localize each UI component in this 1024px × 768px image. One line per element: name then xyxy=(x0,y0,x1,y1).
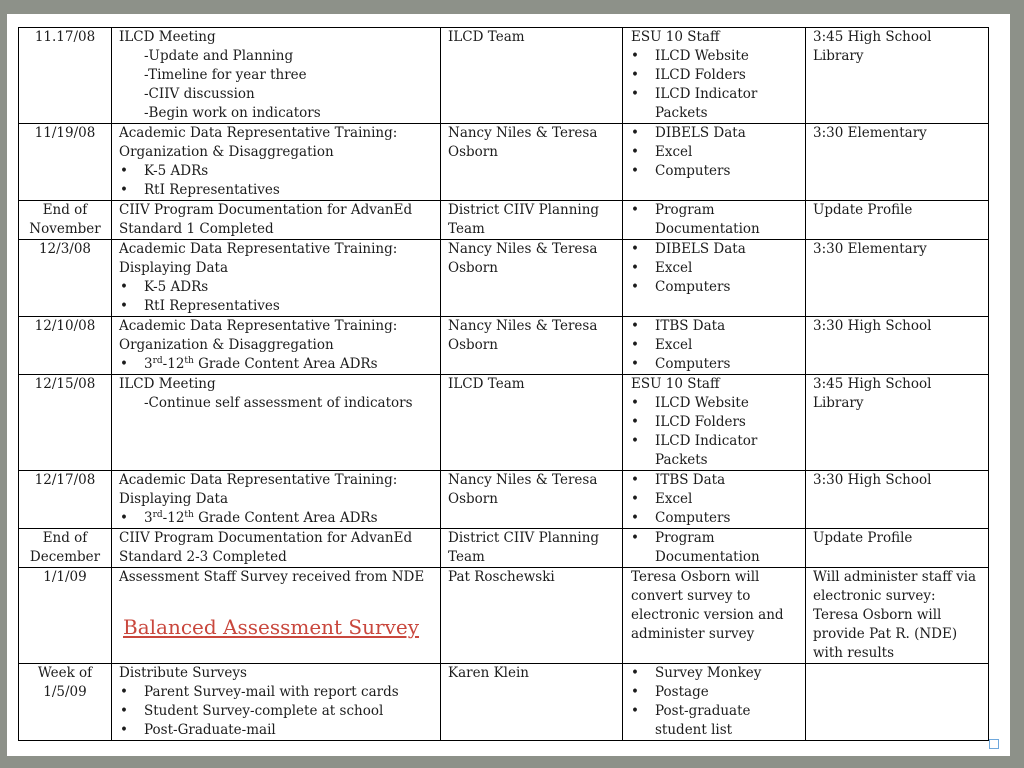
table-row xyxy=(19,529,989,568)
cell-text-line: Osborn xyxy=(448,260,498,276)
sub-item: -CIIV discussion xyxy=(144,86,255,102)
date-cell xyxy=(19,568,112,664)
activity-cell xyxy=(112,240,441,317)
cell-text-line: Displaying Data xyxy=(119,260,228,276)
cell-text-line: Nancy Niles & Teresa xyxy=(448,125,598,141)
bullet-text-line: • DIBELS Data xyxy=(655,241,746,257)
table-row xyxy=(19,317,989,375)
cell-text-line: Team xyxy=(448,549,485,565)
survey-link[interactable]: Balanced Assessment Survey xyxy=(123,615,420,639)
cell-text-line: Assessment Staff Survey received from NDE xyxy=(119,569,425,585)
time-location-cell xyxy=(806,375,989,471)
table-row xyxy=(19,28,989,124)
cell-text-line: ILCD Team xyxy=(448,29,525,45)
bullet-item xyxy=(119,355,436,374)
bullet-item xyxy=(631,355,801,374)
table-row xyxy=(19,124,989,201)
resources-cell xyxy=(623,529,806,568)
bullet-text-line: • ILCD Folders xyxy=(655,414,746,430)
bullet-item xyxy=(119,683,436,702)
cell-text-line: Pat Roschewski xyxy=(448,569,555,585)
cell-text-line: December xyxy=(29,549,101,565)
bullet-item xyxy=(631,317,801,336)
bullet-text-line: • Excel xyxy=(655,491,693,507)
resources-cell xyxy=(623,124,806,201)
cell-text-line: 12/10/08 xyxy=(34,318,96,334)
time-location-cell xyxy=(806,529,989,568)
cell-text-line: ILCD Meeting xyxy=(119,376,216,392)
bullet-text-line: • ILCD Indicator xyxy=(655,86,758,102)
responsible-cell xyxy=(441,317,623,375)
bullet-item xyxy=(631,240,801,259)
cell-text-line: ESU 10 Staff xyxy=(631,376,720,392)
cell-text-line: 1/1/09 xyxy=(43,569,87,585)
bullet-text-line: • Excel xyxy=(655,144,693,160)
cell-text-line: ILCD Team xyxy=(448,376,525,392)
bullet-item xyxy=(631,529,801,567)
resources-cell xyxy=(623,471,806,529)
cell-text-line: District CIIV Planning xyxy=(448,202,600,218)
bullet-item xyxy=(631,201,801,239)
activity-cell xyxy=(112,568,441,664)
date-cell xyxy=(19,664,112,741)
date-cell xyxy=(19,317,112,375)
bullet-text-line: • Program xyxy=(655,202,715,218)
bullet-item xyxy=(631,490,801,509)
bullet-item xyxy=(119,278,436,297)
bullet-item xyxy=(631,124,801,143)
activity-cell xyxy=(112,664,441,741)
cell-text-line: End of xyxy=(42,530,88,546)
bullet-text-line: • Student Survey-complete at school xyxy=(144,703,384,719)
activity-cell xyxy=(112,201,441,240)
cell-text-line: electronic survey: xyxy=(813,588,936,604)
bullet-text-line: • Excel xyxy=(655,260,693,276)
date-cell xyxy=(19,28,112,124)
bullet-text-line: • Computers xyxy=(655,279,731,295)
bullet-text-line: student list xyxy=(655,722,733,738)
cell-text-line: 3:30 High School xyxy=(813,318,932,334)
resources-cell xyxy=(623,28,806,124)
cell-text-line: 11/19/08 xyxy=(34,125,96,141)
responsible-cell xyxy=(441,240,623,317)
bullet-text-line: • Survey Monkey xyxy=(655,665,762,681)
resources-cell xyxy=(623,568,806,664)
date-cell xyxy=(19,471,112,529)
cell-text-line: Academic Data Representative Training: xyxy=(119,318,398,334)
bullet-text-line: • ILCD Folders xyxy=(655,67,746,83)
cell-text-line: Karen Klein xyxy=(448,665,529,681)
bullet-item xyxy=(631,471,801,490)
cell-text-line: Standard 2-3 Completed xyxy=(119,549,287,565)
bullet-item xyxy=(119,702,436,721)
activity-cell xyxy=(112,28,441,124)
superscript: rd xyxy=(152,356,163,366)
cell-text-line: 12/15/08 xyxy=(34,376,96,392)
table-row xyxy=(19,471,989,529)
date-cell xyxy=(19,124,112,201)
bullet-item xyxy=(119,162,436,181)
resources-cell xyxy=(623,240,806,317)
date-cell xyxy=(19,201,112,240)
text-run: 3 xyxy=(144,356,153,372)
resources-cell xyxy=(623,664,806,741)
bullet-text-line: • ILCD Website xyxy=(655,48,749,64)
cell-text-line: Teresa Osborn will xyxy=(813,607,942,623)
cell-text-line: Displaying Data xyxy=(119,491,228,507)
cell-text-line: Library xyxy=(813,48,864,64)
cell-text-line: Nancy Niles & Teresa xyxy=(448,241,598,257)
bullet-text-line: Documentation xyxy=(655,221,760,237)
cell-text-line: 12/3/08 xyxy=(38,241,92,257)
bullet-text-line: • RtI Representatives xyxy=(144,298,280,314)
superscript: th xyxy=(184,510,194,520)
bullet-text-line: • Post-graduate xyxy=(655,703,751,719)
cell-text-line: administer survey xyxy=(631,626,755,642)
bullet-text-line: • K-5 ADRs xyxy=(144,279,209,295)
time-location-cell xyxy=(806,201,989,240)
bullet-item xyxy=(631,394,801,413)
activity-cell xyxy=(112,529,441,568)
responsible-cell xyxy=(441,28,623,124)
slide xyxy=(7,14,1010,756)
text-run: -12 xyxy=(162,510,185,526)
cell-text-line: Osborn xyxy=(448,144,498,160)
activity-cell xyxy=(112,375,441,471)
cell-text-line: Week of xyxy=(37,665,93,681)
responsible-cell xyxy=(441,568,623,664)
cell-text-line: ESU 10 Staff xyxy=(631,29,720,45)
responsible-cell xyxy=(441,529,623,568)
responsible-cell xyxy=(441,471,623,529)
text-run: Grade Content Area ADRs xyxy=(193,356,378,372)
cell-text-line: 3:30 Elementary xyxy=(813,125,927,141)
cell-text-line: Osborn xyxy=(448,491,498,507)
square-outline-icon xyxy=(989,739,999,749)
cell-text-line: Team xyxy=(448,221,485,237)
bullet-text-line: Packets xyxy=(655,105,708,121)
bullet-item xyxy=(631,85,801,123)
cell-text-line: Nancy Niles & Teresa xyxy=(448,318,598,334)
resources-cell xyxy=(623,201,806,240)
bullet-text-line: • Post-Graduate-mail xyxy=(144,722,276,738)
date-cell xyxy=(19,375,112,471)
responsible-cell xyxy=(441,664,623,741)
bullet-text-line: • DIBELS Data xyxy=(655,125,746,141)
bullet-item xyxy=(631,278,801,297)
cell-text-line: 11.17/08 xyxy=(34,29,96,45)
cell-text-line: November xyxy=(29,221,101,237)
bullet-item xyxy=(631,509,801,528)
time-location-cell xyxy=(806,664,989,741)
responsible-cell xyxy=(441,124,623,201)
responsible-cell xyxy=(441,375,623,471)
cell-text-line: Organization & Disaggregation xyxy=(119,337,334,353)
cell-text-line: 3:45 High School xyxy=(813,29,932,45)
bullet-text-line: • Postage xyxy=(655,684,709,700)
cell-text-line: electronic version and xyxy=(631,607,784,623)
cell-text-line: Academic Data Representative Training: xyxy=(119,125,398,141)
cell-text-line: with results xyxy=(813,645,895,661)
schedule-table xyxy=(18,27,989,741)
cell-text-line: ILCD Meeting xyxy=(119,29,216,45)
bullet-text-line xyxy=(144,355,436,374)
bullet-text-line: Documentation xyxy=(655,549,760,565)
activity-cell xyxy=(112,124,441,201)
table-row xyxy=(19,664,989,741)
schedule-table-body xyxy=(19,28,989,741)
sub-item: -Timeline for year three xyxy=(144,67,307,83)
sub-item: -Begin work on indicators xyxy=(144,105,321,121)
bullet-item xyxy=(631,66,801,85)
cell-text-line: CIIV Program Documentation for AdvanEd xyxy=(119,202,413,218)
cell-text-line: 3:30 High School xyxy=(813,472,932,488)
bullet-item xyxy=(631,432,801,470)
cell-text-line: District CIIV Planning xyxy=(448,530,600,546)
cell-text-line: Osborn xyxy=(448,337,498,353)
activity-cell xyxy=(112,317,441,375)
resources-cell xyxy=(623,317,806,375)
cell-text-line: Library xyxy=(813,395,864,411)
bullet-text-line xyxy=(144,509,436,528)
bullet-text-line: • Parent Survey-mail with report cards xyxy=(144,684,399,700)
bullet-item xyxy=(631,259,801,278)
bullet-item xyxy=(631,702,801,740)
cell-text-line: Update Profile xyxy=(813,202,913,218)
responsible-cell xyxy=(441,201,623,240)
bullet-item xyxy=(631,413,801,432)
cell-text-line: convert survey to xyxy=(631,588,751,604)
date-cell xyxy=(19,529,112,568)
bullet-item xyxy=(119,181,436,200)
superscript: th xyxy=(184,356,194,366)
text-run: 3 xyxy=(144,510,153,526)
cell-text-line: Academic Data Representative Training: xyxy=(119,472,398,488)
cell-text-line: Distribute Surveys xyxy=(119,665,247,681)
bullet-text-line: • ITBS Data xyxy=(655,318,726,334)
sub-item: -Update and Planning xyxy=(144,48,294,64)
bullet-item xyxy=(631,47,801,66)
cell-text-line: Academic Data Representative Training: xyxy=(119,241,398,257)
bullet-item xyxy=(119,721,436,740)
bullet-text-line: • Excel xyxy=(655,337,693,353)
table-row xyxy=(19,201,989,240)
bullet-text-line: • ITBS Data xyxy=(655,472,726,488)
bullet-item xyxy=(631,336,801,355)
bullet-item xyxy=(631,162,801,181)
bullet-text-line: • ILCD Website xyxy=(655,395,749,411)
cell-text-line: Standard 1 Completed xyxy=(119,221,274,237)
cell-text-line: Will administer staff via xyxy=(813,569,977,585)
superscript: rd xyxy=(152,510,163,520)
cell-text-line: Update Profile xyxy=(813,530,913,546)
cell-text-line: Organization & Disaggregation xyxy=(119,144,334,160)
bullet-item xyxy=(119,509,436,528)
time-location-cell xyxy=(806,124,989,201)
cell-text-line: Nancy Niles & Teresa xyxy=(448,472,598,488)
table-row xyxy=(19,240,989,317)
cell-text-line: Teresa Osborn will xyxy=(631,569,760,585)
resources-cell xyxy=(623,375,806,471)
bullet-text-line: Packets xyxy=(655,452,708,468)
bullet-item xyxy=(119,297,436,316)
cell-text-line: End of xyxy=(42,202,88,218)
cell-text-line: 3:45 High School xyxy=(813,376,932,392)
bullet-text-line: • Computers xyxy=(655,510,731,526)
bullet-text-line: • K-5 ADRs xyxy=(144,163,209,179)
time-location-cell xyxy=(806,568,989,664)
sub-item: -Continue self assessment of indicators xyxy=(144,395,413,411)
table-row xyxy=(19,568,989,664)
cell-text-line: provide Pat R. (NDE) xyxy=(813,626,958,642)
bullet-text-line: • Computers xyxy=(655,356,731,372)
time-location-cell xyxy=(806,471,989,529)
bullet-item xyxy=(631,664,801,683)
time-location-cell xyxy=(806,317,989,375)
text-run: Grade Content Area ADRs xyxy=(193,510,378,526)
cell-text-line: 12/17/08 xyxy=(34,472,96,488)
bullet-text-line: • Computers xyxy=(655,163,731,179)
date-cell xyxy=(19,240,112,317)
bullet-item xyxy=(631,683,801,702)
time-location-cell xyxy=(806,28,989,124)
activity-cell xyxy=(112,471,441,529)
cell-text-line: CIIV Program Documentation for AdvanEd xyxy=(119,530,413,546)
bullet-text-line: • Program xyxy=(655,530,715,546)
table-row xyxy=(19,375,989,471)
cell-text-line: 3:30 Elementary xyxy=(813,241,927,257)
bullet-text-line: • RtI Representatives xyxy=(144,182,280,198)
time-location-cell xyxy=(806,240,989,317)
cell-text-line: 1/5/09 xyxy=(43,684,87,700)
bullet-item xyxy=(631,143,801,162)
bullet-text-line: • ILCD Indicator xyxy=(655,433,758,449)
text-run: -12 xyxy=(162,356,185,372)
